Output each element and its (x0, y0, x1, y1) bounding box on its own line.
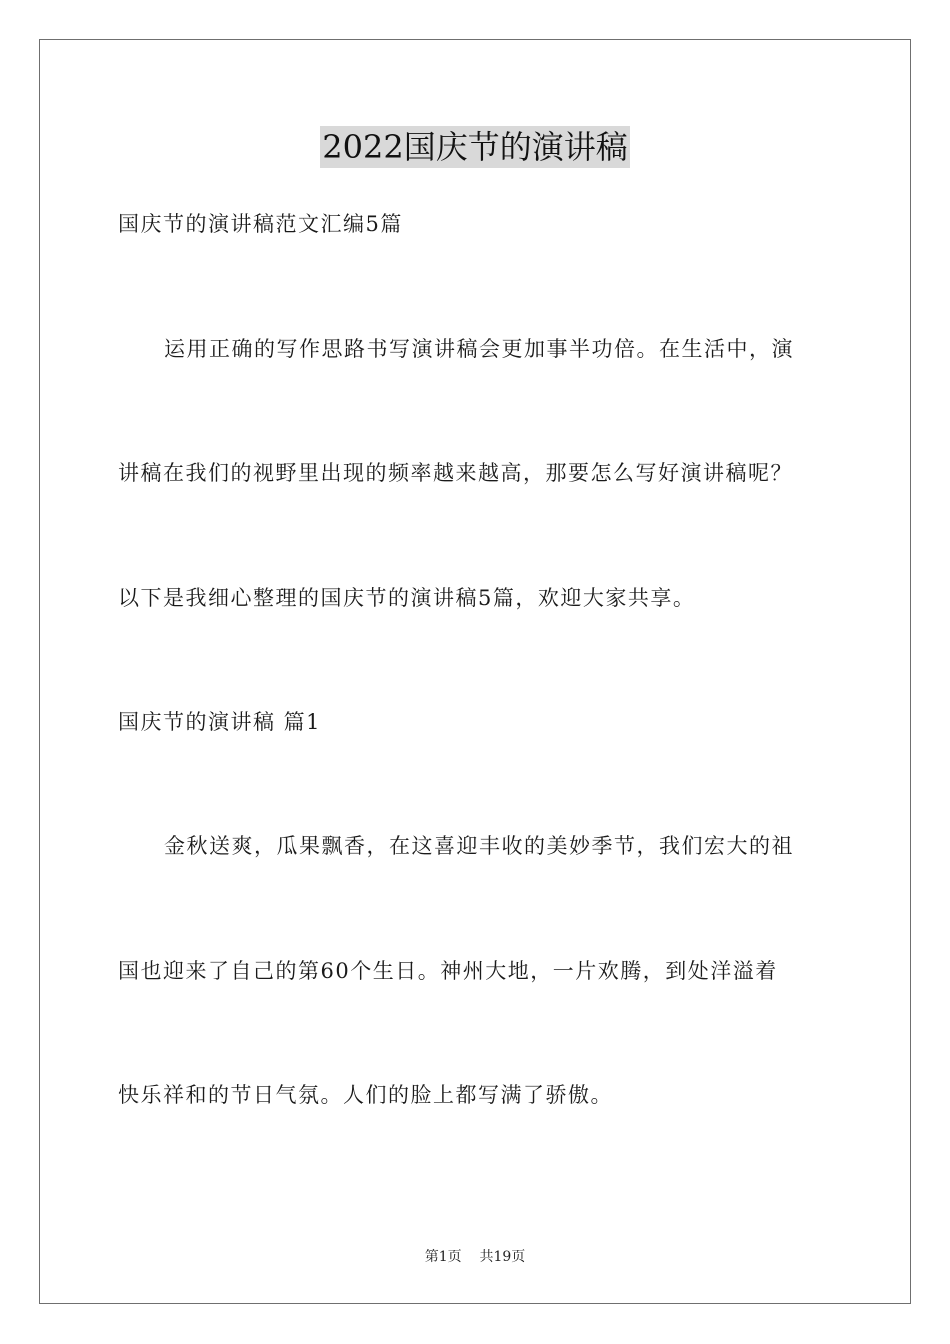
paragraph-line: 快乐祥和的节日气氛。人们的脸上都写满了骄傲。 (118, 1083, 613, 1107)
paragraph-line: 以下是我细心整理的国庆节的演讲稿5篇，欢迎大家共享。 (118, 586, 696, 610)
page-footer (0, 1247, 950, 1267)
paragraph-line: 运用正确的写作思路书写演讲稿会更加事半功倍。在生活中，演 (164, 337, 794, 361)
paragraph-line: 金秋送爽，瓜果飘香，在这喜迎丰收的美妙季节，我们宏大的祖 (164, 834, 794, 858)
paragraph-line: 国也迎来了自己的第60个生日。神州大地，一片欢腾，到处洋溢着 (118, 959, 778, 983)
subtitle-line: 国庆节的演讲稿范文汇编5篇 (118, 212, 403, 236)
paragraph-line: 讲稿在我们的视野里出现的频率越来越高，那要怎么写好演讲稿呢？ (118, 461, 793, 485)
page-number: 第1页 (424, 1249, 462, 1265)
section-heading: 国庆节的演讲稿 篇1 (118, 710, 322, 734)
document-title-text: 2022国庆节的演讲稿 (322, 128, 628, 166)
document-title (0, 126, 950, 168)
total-pages: 共19页 (479, 1249, 526, 1265)
